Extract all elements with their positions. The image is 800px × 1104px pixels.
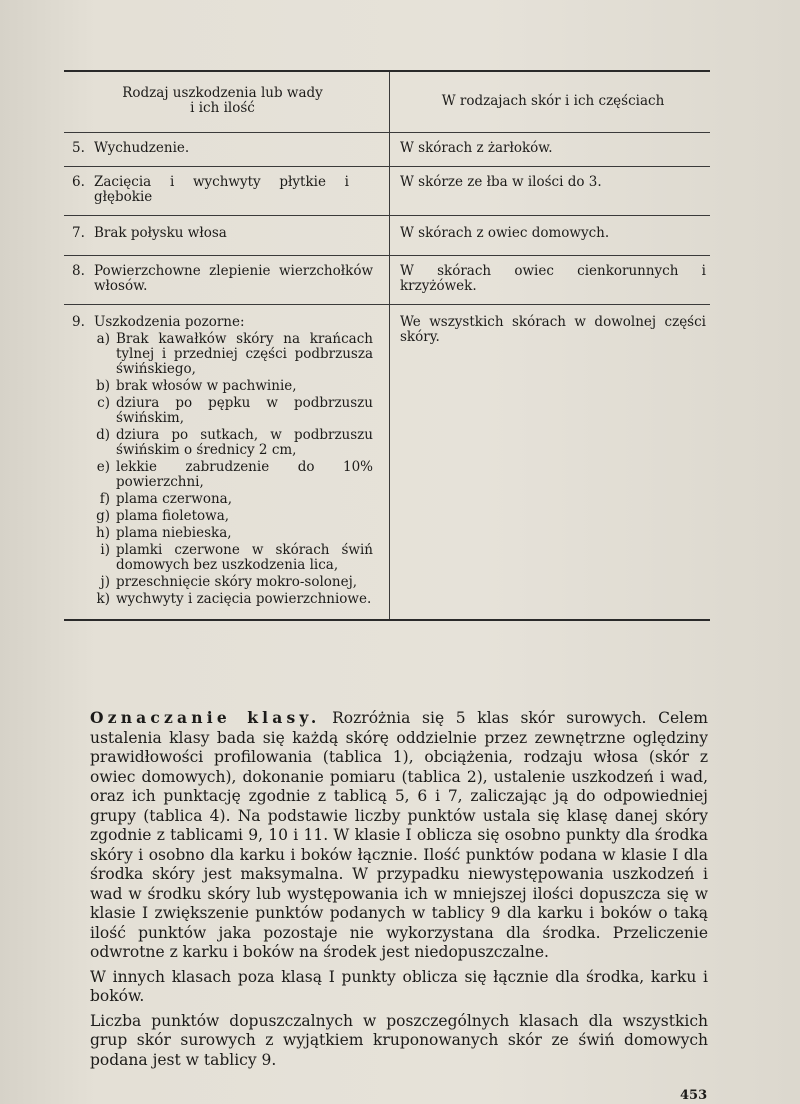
row-number: 8. (72, 263, 85, 279)
list-item: d) dziura po sutkach, w podbrzuszu świńskim o średnicy 2 cm, (96, 427, 373, 458)
list-item: i) plamki czerwone w skórach świń domowych bez uszkodzenia lica, (100, 542, 373, 573)
table-row (64, 216, 710, 256)
table-row (64, 167, 710, 216)
list-item: c) dziura po pępku w podbrzuszu świńskim, (97, 395, 373, 426)
body-text (90, 708, 708, 1070)
row-location: W skórze ze łba w ilości do 3. (400, 174, 602, 190)
list-item: g) plama fioletowa, (96, 508, 230, 524)
row-location: W skórach owiec cienkorunnych i krzyżówek. (400, 263, 706, 294)
row-defect: Powierzchowne zlepienie wierzchołków włosów. (94, 263, 373, 294)
row-number: 9. (72, 314, 85, 330)
list-item: b) brak włosów w pachwinie, (96, 378, 297, 394)
table-row (64, 133, 710, 167)
defects-table (64, 70, 710, 621)
table-row (64, 256, 710, 305)
list-item: f) plama czerwona, (99, 491, 232, 507)
row-defect: Brak połysku włosa (94, 225, 227, 241)
row-defect: Zacięcia i wychwyty płytkie i głębokie (94, 174, 349, 205)
row-number: 5. (72, 140, 85, 156)
header-right-cell (390, 72, 710, 132)
row-number: 6. (72, 174, 85, 190)
section-heading: Oznaczanie klasy. (90, 708, 321, 727)
list-item: h) plama niebieska, (96, 525, 232, 541)
list-item: a) Brak kawałków skóry na krańcach tylnej i przedniej części podbrzusza świńskiego, (96, 331, 373, 377)
row-location: W skórach z żarłoków. (400, 140, 553, 156)
header-left-line2: i ich ilość (190, 100, 255, 116)
list-item: j) przeschnięcie skóry mokro-solonej, (100, 574, 358, 590)
paragraph-text: Rozróżnia się 5 klas skór surowych. Celem ustalenia klasy bada się każdą skórę oddzielnie przez zewnętrzne oględziny prawidłowości profilowania (tablica 1), obciążenia, rodzaju włosa (skór z owiec domowych), dokonanie pomiaru (tablica 2), ustalenie uszkodzeń i wad, oraz ich punktację zgodnie z tablicą 5, 6 i 7, zaliczając ją do odpowiedniej grupy (tablica 4). Na podstawie liczby punktów ustala się klasę danej skóry zgodnie z tablicami 9, 10 i 11. W klasie I oblicza się osobno punkty dla środka skóry i osobno dla karku i boków łącznie. Ilość punktów podana w klasie I dla środka skóry jest maksymalna. W przypadku niewystępowania uszkodzeń i wad w środku skóry lub występowania ich w mniejszej ilości dopuszcza się w klasie I zwiększenie punktów podanych w tablicy 9 dla karku i boków o taką ilość punktów jaka pozostaje nie wykorzystana dla środka. Przeliczenie odwrotne z karku i boków na środek jest niedopuszczalne. (90, 709, 708, 961)
paragraph (90, 1012, 708, 1071)
header-left-cell (64, 72, 390, 132)
paragraph (90, 968, 708, 1007)
list-item: e) lekkie zabrudzenie do 10% powierzchni, (96, 459, 373, 490)
header-left-line1: Rodzaj uszkodzenia lub wady (122, 85, 323, 101)
paragraph (90, 708, 708, 963)
table-header-row (64, 72, 710, 133)
header-right-text: W rodzajach skór i ich częściach (441, 92, 665, 109)
row-location: W skórach z owiec domowych. (400, 225, 610, 241)
row-defect: Uszkodzenia pozorne: (94, 314, 245, 330)
row-defect: Wychudzenie. (94, 140, 190, 156)
list-item: k) wychwyty i zacięcia powierzchniowe. (96, 591, 372, 607)
page-number: 453 (680, 1088, 708, 1103)
row-location: We wszystkich skórach w dowolnej części skóry. (400, 314, 706, 345)
paragraph-text: Liczba punktów dopuszczalnych w poszczególnych klasach dla wszystkich grup skór surowych z wyjątkiem kruponowanych skór ze świń domowych podana jest w tablicy 9. (90, 1011, 708, 1069)
table-row (64, 305, 710, 619)
paragraph-text: W innych klasach poza klasą I punkty oblicza się łącznie dla środka, karku i boków. (90, 967, 708, 1005)
row-number: 7. (72, 225, 85, 241)
